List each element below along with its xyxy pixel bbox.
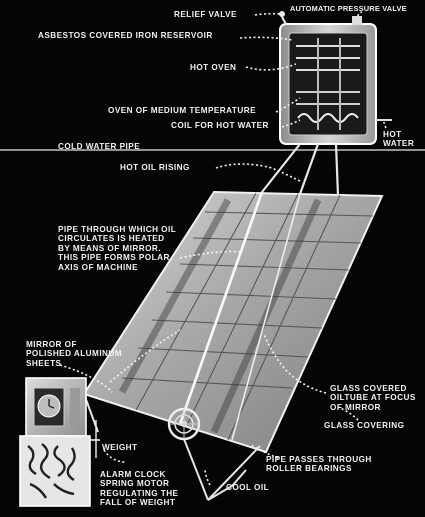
label-cool-oil: COOL OIL — [226, 483, 270, 492]
label-pipe-roller-bearings: PIPE PASSES THROUGH ROLLER BEARINGS — [266, 455, 372, 474]
label-weight: WEIGHT — [102, 443, 138, 452]
label-hot-oven: HOT OVEN — [190, 63, 237, 72]
clock-motor-assembly — [20, 378, 100, 506]
label-asbestos-reservoir: ASBESTOS COVERED IRON RESERVOIR — [38, 31, 213, 40]
pressure-valve-icon — [352, 16, 362, 25]
reservoir — [279, 11, 392, 144]
label-oven-medium: OVEN OF MEDIUM TEMPERATURE — [108, 106, 257, 115]
label-alarm-clock-motor: ALARM CLOCK SPRING MOTOR REGULATING THE FALL OF WEIGHT — [100, 470, 179, 508]
label-hot-water: HOT WATER — [383, 130, 415, 149]
label-relief-valve: RELIEF VALVE — [174, 10, 237, 19]
label-cold-water-pipe: COLD WATER PIPE — [58, 142, 141, 151]
label-automatic-pressure-valve: AUTOMATIC PRESSURE VALVE — [290, 4, 407, 13]
label-mirror-aluminum: MIRROR OF POLISHED ALUMINUM SHEETS — [26, 340, 123, 368]
label-glass-covered-oiltube: GLASS COVERED OILTUBE AT FOCUS OF MIRROR — [330, 384, 416, 412]
label-glass-covering: GLASS COVERING — [324, 421, 405, 430]
label-hot-oil-rising: HOT OIL RISING — [120, 163, 190, 172]
oil-pipes — [262, 144, 338, 196]
label-coil-hot-water: COIL FOR HOT WATER — [171, 121, 269, 130]
roller-bearing-gear — [169, 409, 199, 439]
label-pipe-polar-axis: PIPE THROUGH WHICH OIL CIRCULATES IS HEATED BY MEANS OF MIRROR. THIS PIPE FORMS POLAR AXIS OF MACHINE — [58, 225, 177, 272]
relief-valve-icon — [279, 11, 285, 17]
